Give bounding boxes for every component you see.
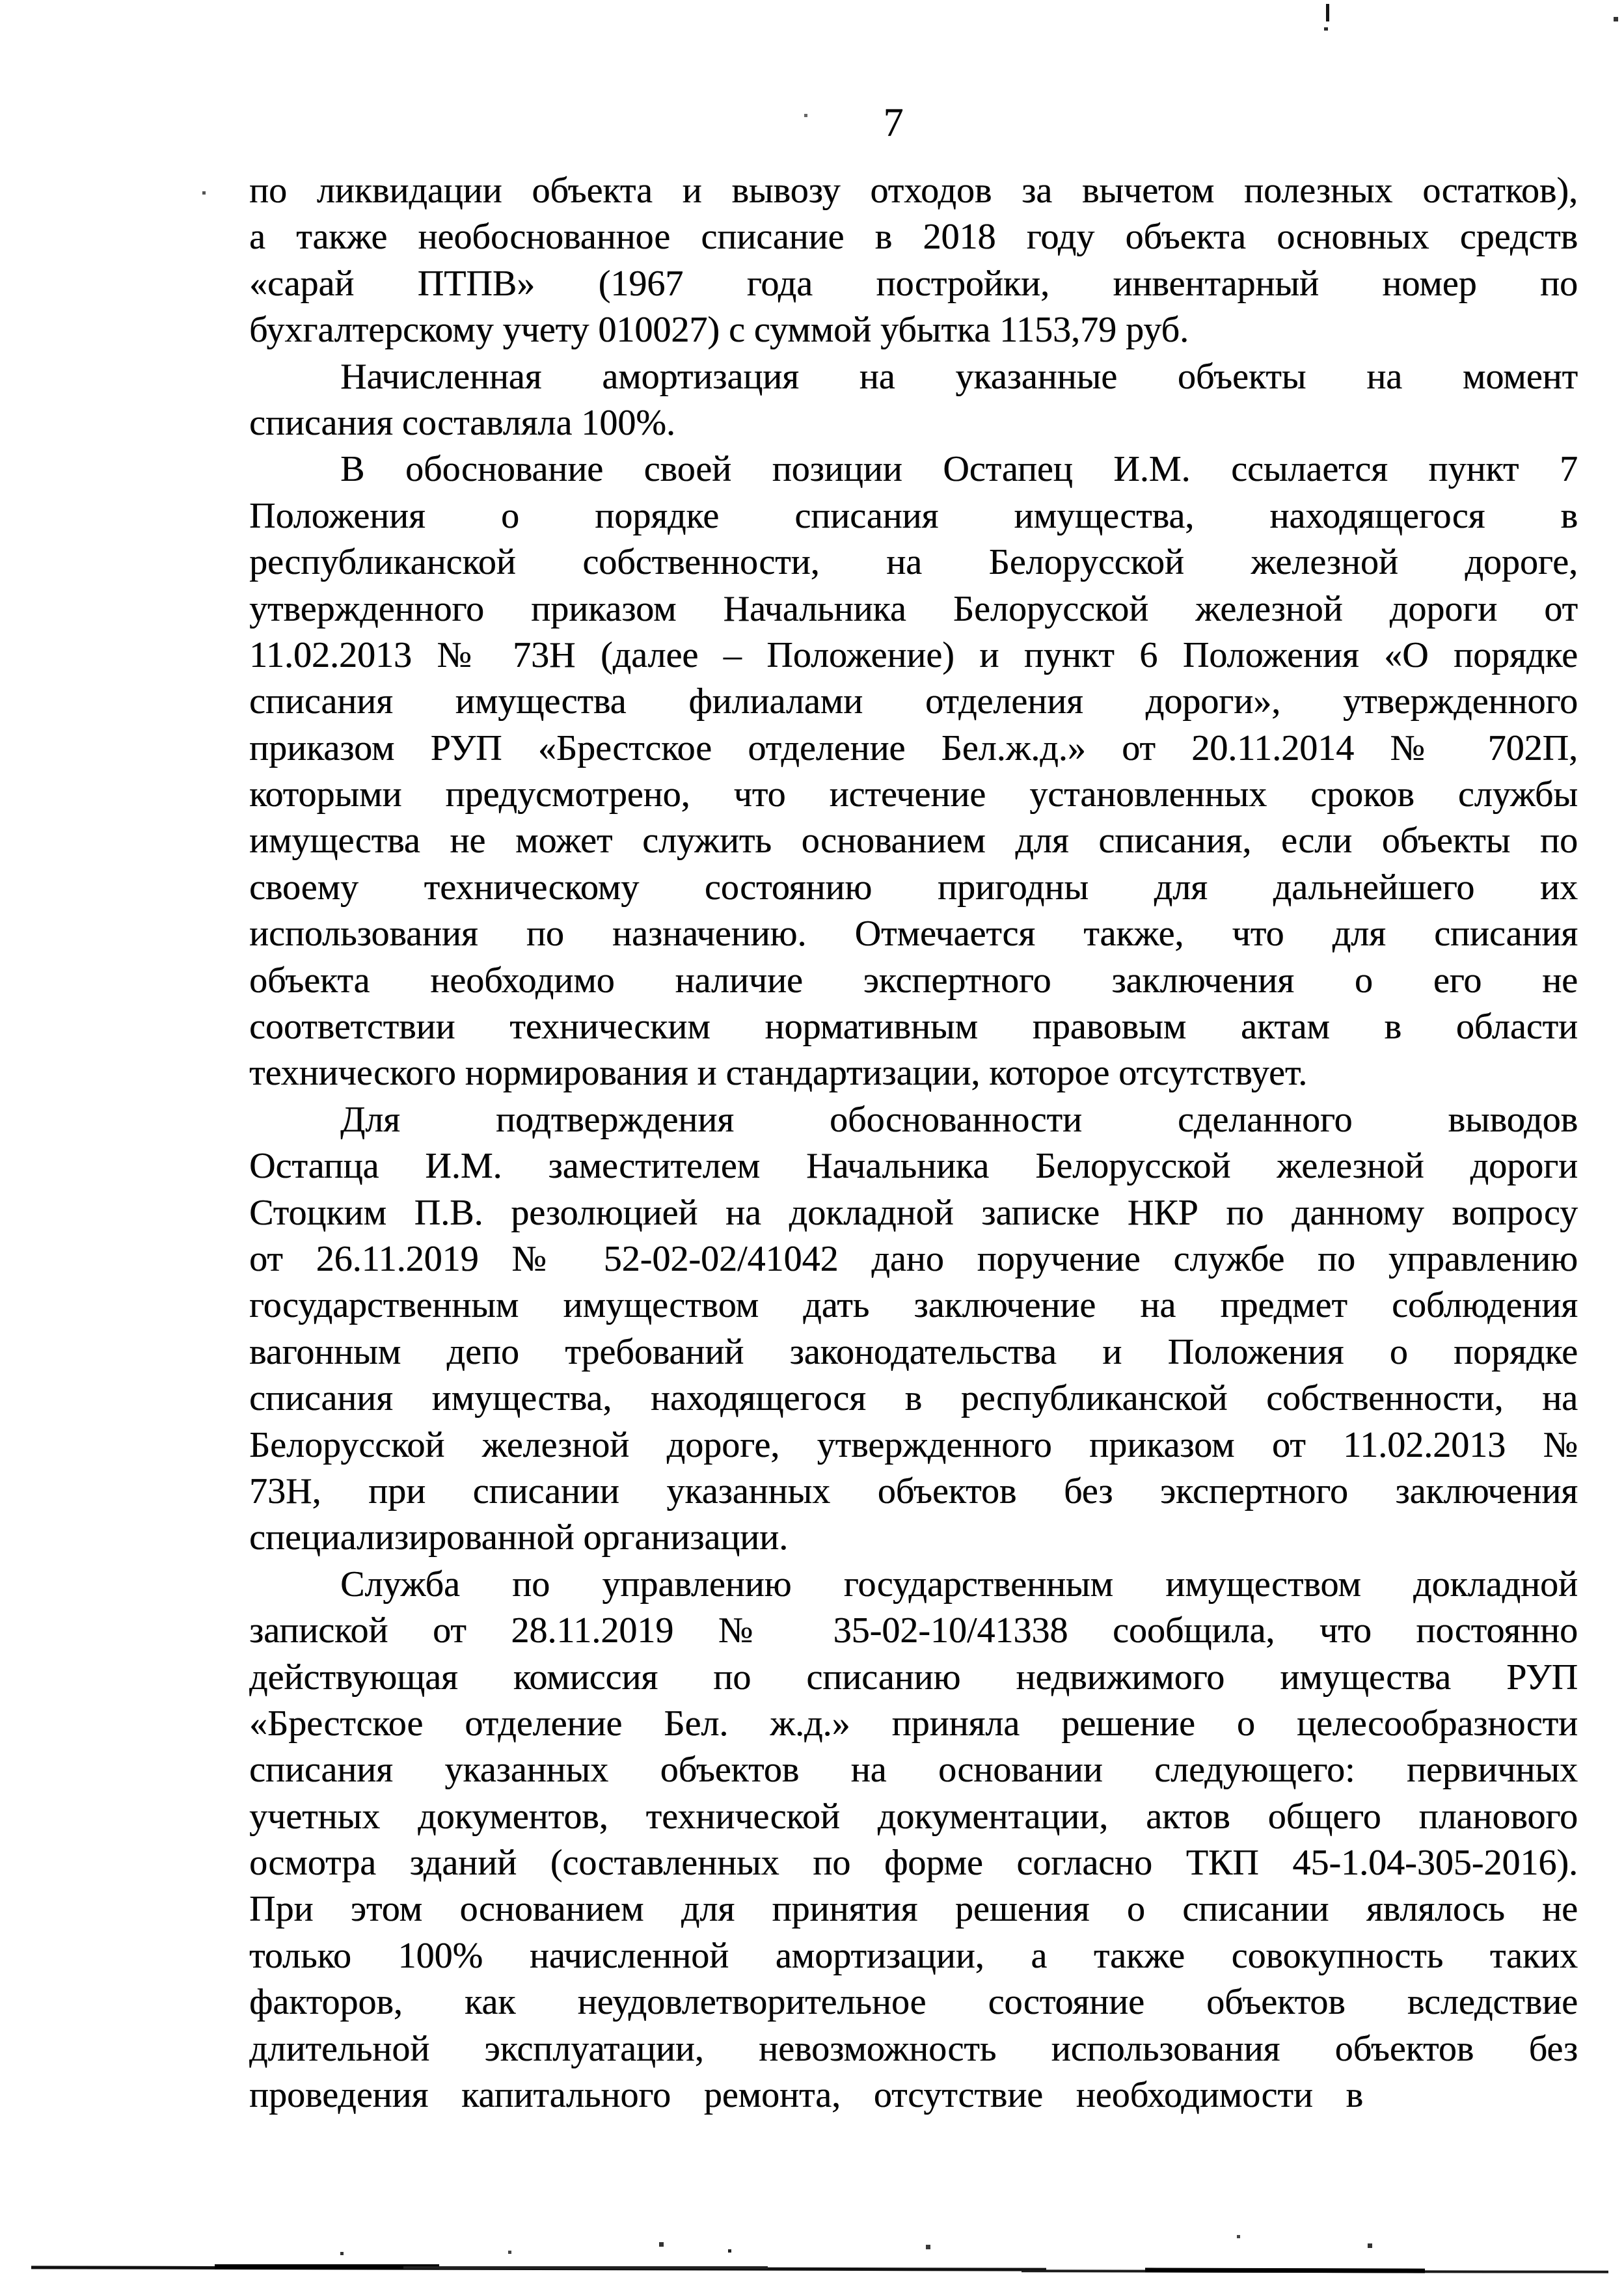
text-line: государственным имуществом дать заключение на предмет соблюдения [249, 1285, 1578, 1326]
text-line: вагонным депо требований законодательства и Положения о порядке [249, 1331, 1578, 1372]
text-line: списания составляла 100%. [249, 402, 675, 443]
text-line: своему техническому состоянию пригодны для дальнейшего их [249, 867, 1578, 908]
text-line: Положения о порядке списания имущества, находящегося в [249, 495, 1578, 536]
text-line: использования по назначению. Отмечается также, что для списания [249, 914, 1578, 955]
text-line: запиской от 28.11.2019 № 35-02-10/41338 сообщила, что постоянно [249, 1610, 1578, 1651]
text-line: имущества не может служить основанием для списания, если объекты по [249, 820, 1578, 861]
scan-artifact-speckles [0, 0, 2, 2]
text-line: «сарай ПТПВ» (1967 года постройки, инвентарный номер по [249, 263, 1578, 304]
text-line: Стоцким П.В. резолюцией на докладной записке НКР по данному вопросу [249, 1192, 1578, 1233]
text-line: 73Н, при списании указанных объектов без экспертного заключения [249, 1470, 1578, 1511]
text-line: осмотра зданий (составленных по форме согласно ТКП 45-1.04-305-2016). [249, 1843, 1578, 1884]
text-line: действующая комиссия по списанию недвижимого имущества РУП [249, 1657, 1578, 1698]
text-line: только 100% начисленной амортизации, а также совокупность таких [249, 1935, 1578, 1976]
text-line: объекта необходимо наличие экспертного заключения о его не [249, 960, 1578, 1001]
text-line: учетных документов, технической документации, актов общего планового [249, 1796, 1578, 1837]
text-line: Белорусской железной дороге, утвержденного приказом от 11.02.2013 № [249, 1424, 1578, 1465]
text-line: 11.02.2013 № 73Н (далее – Положение) и пункт 6 Положения «О порядке [249, 634, 1578, 675]
scan-artifact-bottom-edge [403, 2266, 768, 2269]
text-line: Служба по управлению государственным имуществом докладной [340, 1564, 1578, 1605]
text-line: списания указанных объектов на основании следующего: первичных [249, 1750, 1578, 1791]
text-line: проведения капитального ремонта, отсутствие необходимости в [249, 2075, 1363, 2116]
text-line: Остапца И.М. заместителем Начальника Белорусской железной дороги [249, 1146, 1578, 1187]
text-line: а также необоснованное списание в 2018 году объекта основных средств [249, 217, 1578, 258]
text-line: технического нормирования и стандартизации, которое отсутствует. [249, 1053, 1308, 1094]
text-line: «Брестское отделение Бел. ж.д.» приняла решение о целесообразности [249, 1703, 1578, 1744]
text-line: приказом РУП «Брестское отделение Бел.ж.д.» от 20.11.2014 № 702П, [249, 727, 1578, 768]
text-line: В обоснование своей позиции Остапец И.М. ссылается пункт 7 [340, 449, 1578, 490]
scan-artifact-bottom-edge [1145, 2268, 1425, 2273]
text-line: Начисленная амортизация на указанные объекты на момент [340, 356, 1578, 397]
document-body-text [249, 168, 1578, 2119]
text-line: списания имущества, находящегося в республиканской собственности, на [249, 1378, 1578, 1419]
text-line: специализированной организации. [249, 1517, 789, 1558]
page-number: 7 [883, 101, 904, 145]
text-line: утвержденного приказом Начальника Белорусской железной дороги от [249, 588, 1578, 629]
text-line: длительной эксплуатации, невозможность использования объектов без [249, 2028, 1578, 2069]
text-line: по ликвидации объекта и вывозу отходов за вычетом полезных остатков), [249, 170, 1578, 211]
text-line: от 26.11.2019 № 52-02-02/41042 дано поручение службе по управлению [249, 1238, 1578, 1279]
scan-artifact-corner-dot [1324, 27, 1328, 31]
text-line: бухгалтерскому учету 010027) с суммой убытка 1153,79 руб. [249, 310, 1189, 351]
text-line: При этом основанием для принятия решения о списании являлось не [249, 1889, 1578, 1930]
text-line: соответствии техническим нормативным правовым актам в области [249, 1007, 1578, 1048]
text-line: Для подтверждения обоснованности сделанного выводов [340, 1099, 1578, 1140]
scan-artifact-corner-dash [1326, 4, 1329, 21]
text-line: республиканской собственности, на Белорусской железной дороге, [249, 542, 1578, 583]
text-line: факторов, как неудовлетворительное состояние объектов вследствие [249, 1982, 1578, 2023]
text-line: которыми предусмотрено, что истечение установленных сроков службы [249, 774, 1578, 815]
text-line: списания имущества филиалами отделения дороги», утвержденного [249, 681, 1578, 722]
